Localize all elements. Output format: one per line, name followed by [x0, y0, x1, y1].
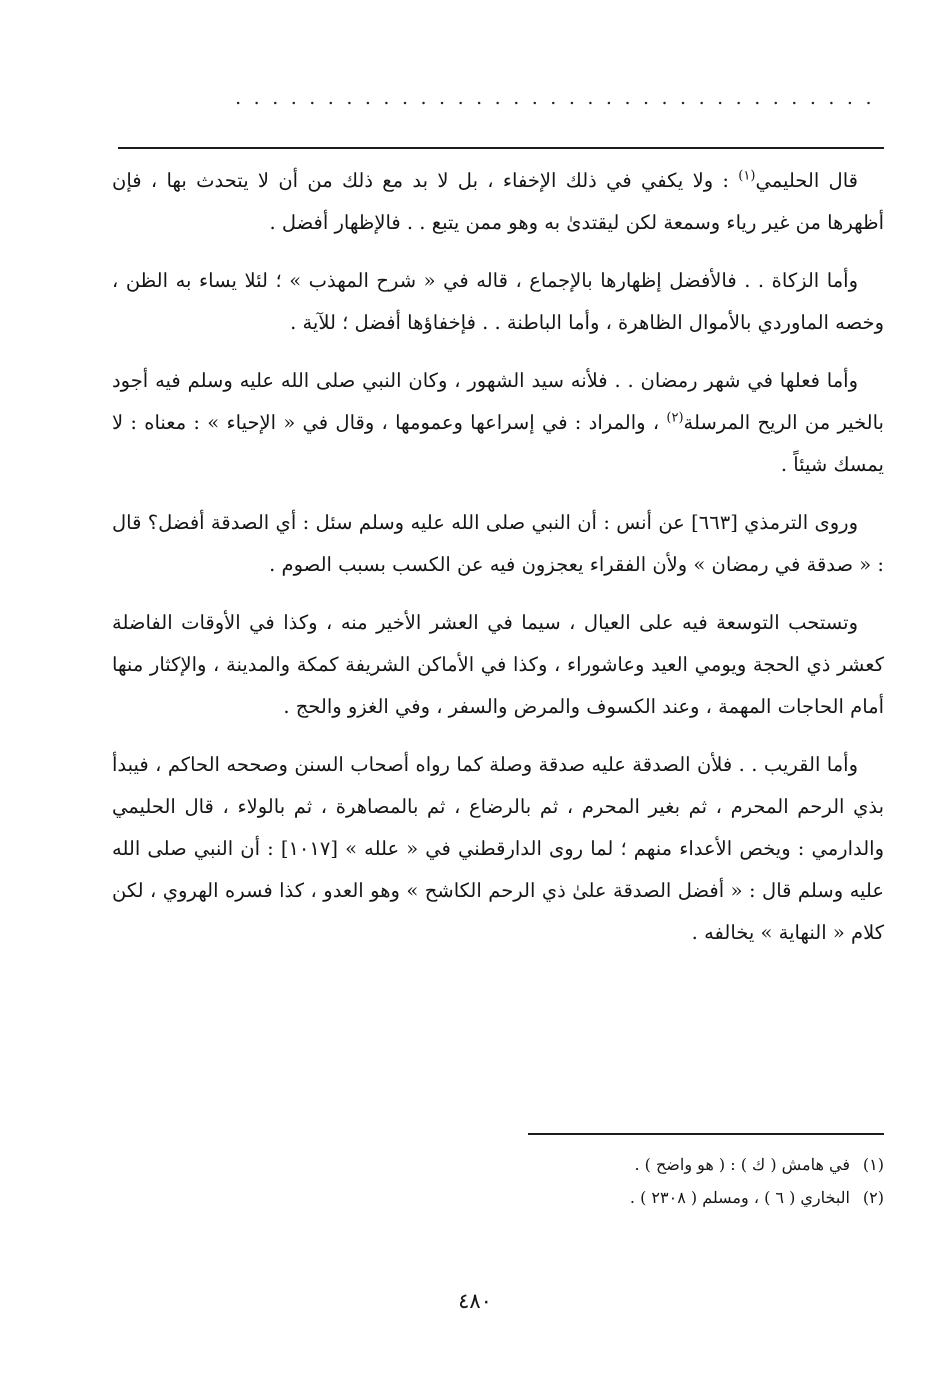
footnote-item — [300, 1148, 884, 1181]
paragraph-text: وأما فعلها في شهر رمضان . . فلأنه سيد الشهور ، وكان النبي صلى الله عليه وسلم فيه أجود بالخير من الريح المرسلة — [112, 369, 884, 434]
paragraph-text: : ولا يكفي في ذلك الإخفاء ، بل لا بد مع ذلك من أن لا يتحدث بها ، فإن أظهرها من غير رياء وسمعة لكن ليقتدىٰ به وهو ممن يتبع . . فالإظهار أفضل . — [112, 169, 884, 234]
footnote-text: في هامش ( ك ) : ( هو واضح ) . — [634, 1155, 850, 1174]
footnote-ref-1: (١) — [738, 168, 756, 184]
header-dotted-line: ................................... — [235, 88, 884, 108]
page-number: ٤٨٠ — [458, 1289, 492, 1313]
footnote-number: (١) — [862, 1155, 884, 1174]
main-text — [112, 160, 884, 970]
paragraph-generosity: وتستحب التوسعة فيه على العيال ، سيما في العشر الأخير منه ، وكذا في الأوقات الفاضلة كعشر ذي الحجة ويومي العيد وعاشوراء ، وكذا في الأماكن الشريفة كمكة والمدينة ، والإكثار منها أمام الحاجات المهمة ، وعند الكسوف والمرض والسفر ، وفي الغزو والحج . — [112, 611, 884, 718]
footnote-item — [300, 1181, 884, 1214]
paragraph-ramadan — [112, 360, 884, 486]
paragraph-text: قال الحليمي — [755, 169, 858, 192]
paragraph-text: ، والمراد : في إسراعها وعمومها ، وقال في « الإحياء » : معناه : لا يمسك شيئاً . — [112, 411, 884, 476]
paragraph-zakat: وأما الزكاة . . فالأفضل إظهارها بالإجماع ، قاله في « شرح المهذب » ؛ لئلا يساء به الظن ، وخصه الماوردي بالأموال الظاهرة ، وأما الباطنة . . فإخفاؤها أفضل ؛ للآية . — [112, 269, 884, 334]
footnotes — [300, 1148, 884, 1214]
header-rule — [118, 147, 884, 149]
footnote-rule — [528, 1133, 884, 1135]
paragraph-relatives: وأما القريب . . فلأن الصدقة عليه صدقة وصلة كما رواه أصحاب السنن وصححه الحاكم ، فيبدأ بذي الرحم المحرم ، ثم بغير المحرم ، ثم بالرضاع ، ثم بالمصاهرة ، ثم بالولاء ، قال الحليمي والدارمي : ويخص الأعداء منهم ؛ لما روى الدارقطني في « علله » [١٠١٧] : أن النبي صلى الله عليه وسلم قال : « أفضل الصدقة علىٰ ذي الرحم الكاشح » وهو العدو ، كذا فسره الهروي ، لكن كلام « النهاية » يخالفه . — [112, 753, 885, 944]
paragraph-zakat-secrecy — [112, 160, 884, 244]
footnote-ref-2: (٢) — [666, 410, 684, 426]
footnote-text: البخاري ( ٦ ) ، ومسلم ( ٢٣٠٨ ) . — [629, 1188, 850, 1207]
footnote-number: (٢) — [862, 1188, 884, 1207]
paragraph-tirmidhi: وروى الترمذي [٦٦٣] عن أنس : أن النبي صلى الله عليه وسلم سئل : أي الصدقة أفضل؟ قال : « صدقة في رمضان » ولأن الفقراء يعجزون فيه عن الكسب بسبب الصوم . — [112, 511, 884, 576]
